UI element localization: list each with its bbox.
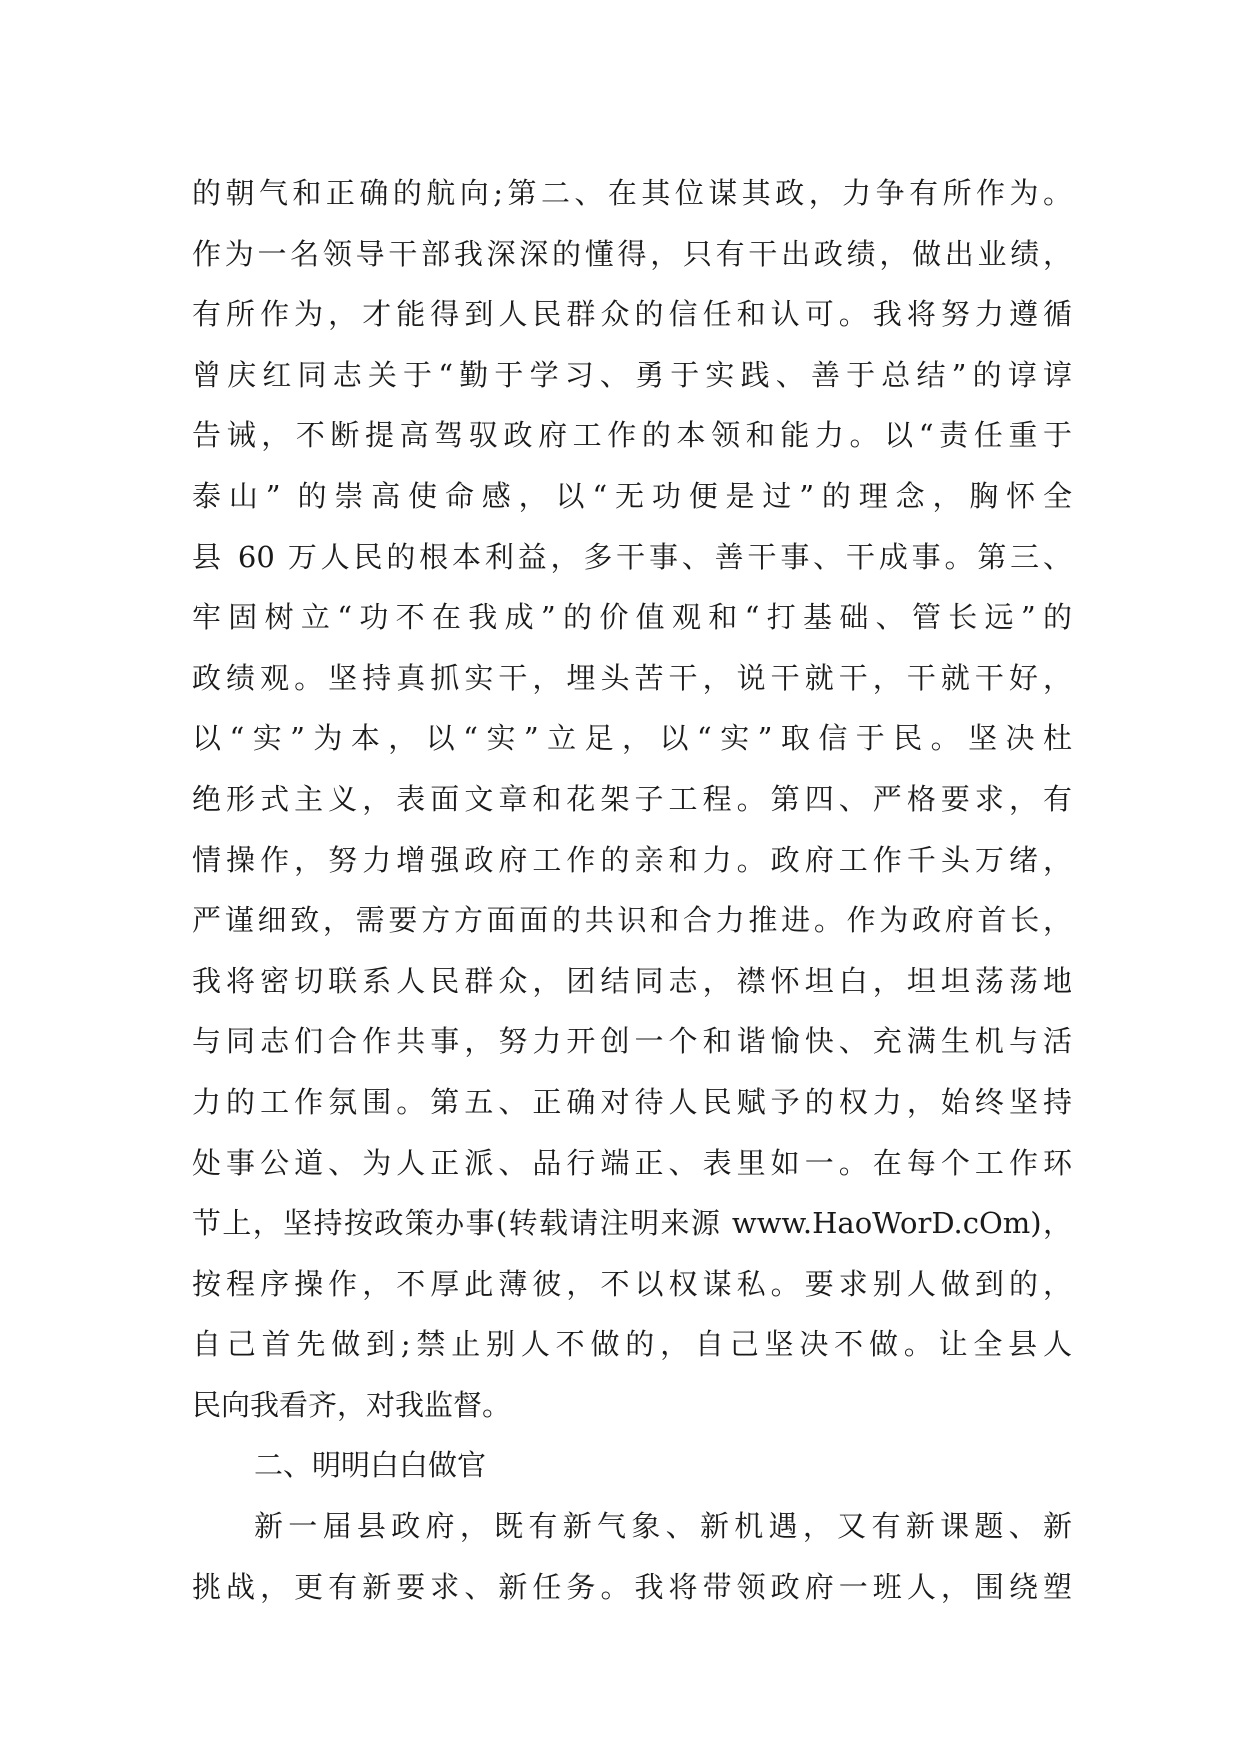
text-line: 自己首先做到;禁止别人不做的，自己坚决不做。让全县人 [192, 1327, 1072, 1362]
text-line: 泰山” 的崇高使命感，以“无功便是过”的理念，胸怀全 [192, 478, 1072, 513]
text-line: 我将密切联系人民群众，团结同志，襟怀坦白，坦坦荡荡地 [192, 963, 1072, 998]
text-line: 牢固树立“功不在我成”的价值观和“打基础、管长远”的 [192, 600, 1072, 635]
text-line: 挑战，更有新要求、新任务。我将带领政府一班人，围绕塑 [192, 1569, 1072, 1604]
text-line: 严谨细致，需要方方面面的共识和合力推进。作为政府首长， [192, 903, 1072, 938]
text-line: 以“实”为本，以“实”立足，以“实”取信于民。坚决杜 [192, 721, 1072, 756]
text-line: 力的工作氛围。第五、正确对待人民赋予的权力，始终坚持 [192, 1084, 1072, 1119]
text-line: 县 60 万人民的根本利益，多干事、善干事、干成事。第三、 [192, 539, 1072, 574]
text-line: 告诫，不断提高驾驭政府工作的本领和能力。以“责任重于 [192, 418, 1072, 453]
text-line: 有所作为，才能得到人民群众的信任和认可。我将努力遵循 [192, 297, 1072, 332]
text-line: 节上，坚持按政策办事(转载请注明来源 www.HaoWorD.cOm)， [192, 1206, 1072, 1241]
text-line: 作为一名领导干部我深深的懂得，只有干出政绩，做出业绩， [192, 236, 1072, 271]
text-line: 民向我看齐，对我监督。 [192, 1387, 512, 1422]
text-line: 按程序操作，不厚此薄彼，不以权谋私。要求别人做到的， [192, 1266, 1072, 1301]
text-line: 与同志们合作共事，努力开创一个和谐愉快、充满生机与活 [192, 1024, 1072, 1059]
text-line: 情操作，努力增强政府工作的亲和力。政府工作千头万绪， [192, 842, 1072, 877]
body-text [192, 163, 1072, 1617]
text-line: 绝形式主义，表面文章和花架子工程。第四、严格要求，有 [192, 781, 1072, 816]
text-line: 的朝气和正确的航向;第二、在其位谋其政，力争有所作为。 [192, 176, 1072, 210]
section-heading: 二、明明白白做官 [254, 1448, 487, 1483]
text-line: 新一届县政府，既有新气象、新机遇，又有新课题、新 [254, 1509, 1072, 1544]
text-line: 曾庆红同志关于“勤于学习、勇于实践、善于总结”的谆谆 [192, 357, 1072, 392]
text-line: 处事公道、为人正派、品行端正、表里如一。在每个工作环 [192, 1145, 1072, 1180]
text-line: 政绩观。坚持真抓实干，埋头苦干，说干就干，干就干好， [192, 660, 1072, 695]
